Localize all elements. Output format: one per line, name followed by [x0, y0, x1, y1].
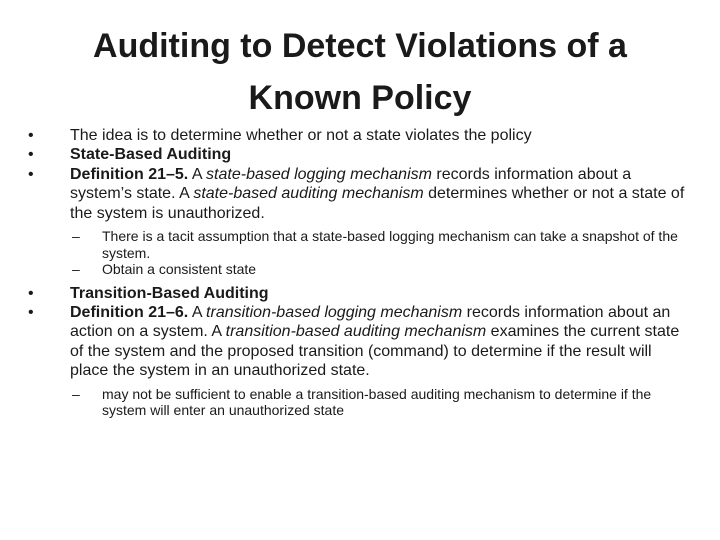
bullet-icon: • [28, 165, 34, 183]
definition-emphasis: transition-based auditing mechanism [225, 323, 487, 341]
sub-bullet-item [28, 228, 688, 261]
dash-icon: – [72, 385, 80, 402]
bullet-item [28, 145, 688, 164]
definition-emphasis: state-based logging mechanism [206, 165, 432, 183]
bullet-heading: Transition-Based Auditing [70, 284, 269, 302]
bullet-icon: • [28, 146, 34, 164]
definition-text: examines the current state of the system and the proposed transition (command) to determine if the result will place the system in an unauthorized state. [70, 323, 680, 380]
sub-bullet-text: Obtain a consistent state [102, 261, 257, 278]
definition-text: determines whether or not a state of the system is unauthorized. [70, 185, 685, 222]
sub-bullet-text: may not be sufficient to enable a transition-based auditing mechanism to determine if the system will enter an unauthorized state [102, 385, 652, 419]
dash-icon: – [72, 261, 80, 278]
slide-body [28, 126, 688, 419]
definition-term: Definition 21–5. [70, 165, 189, 183]
definition-emphasis: state-based auditing mechanism [193, 185, 424, 203]
bullet-heading: State-Based Auditing [70, 146, 232, 164]
definition-text: records information about a system’s state. A [70, 165, 632, 203]
title-line-1: Auditing to Detect Violations of a [93, 27, 627, 65]
slide-title [60, 20, 660, 124]
definition-text: A [188, 303, 207, 321]
bullet-item [28, 284, 688, 303]
definition-text: records information about an action on a system. A [70, 303, 671, 341]
definition-item [28, 165, 688, 223]
definition-term: Definition 21–6. [70, 303, 189, 321]
definition-emphasis: transition-based logging mechanism [206, 303, 463, 321]
title-line-2: Known Policy [248, 79, 472, 117]
sub-bullet-text: There is a tacit assumption that a state-based logging mechanism can take a snapshot of the system. [102, 228, 678, 261]
bullet-item [28, 126, 688, 145]
definition-text: A [188, 165, 207, 183]
sub-bullet-item [28, 386, 688, 419]
bullet-icon: • [28, 284, 34, 302]
definition-item [28, 303, 688, 381]
sub-bullet-item [28, 261, 688, 278]
bullet-icon: • [28, 303, 34, 321]
bullet-icon: • [28, 127, 34, 144]
dash-icon: – [72, 228, 80, 245]
bullet-text: The idea is to determine whether or not a state violates the policy [70, 127, 532, 144]
